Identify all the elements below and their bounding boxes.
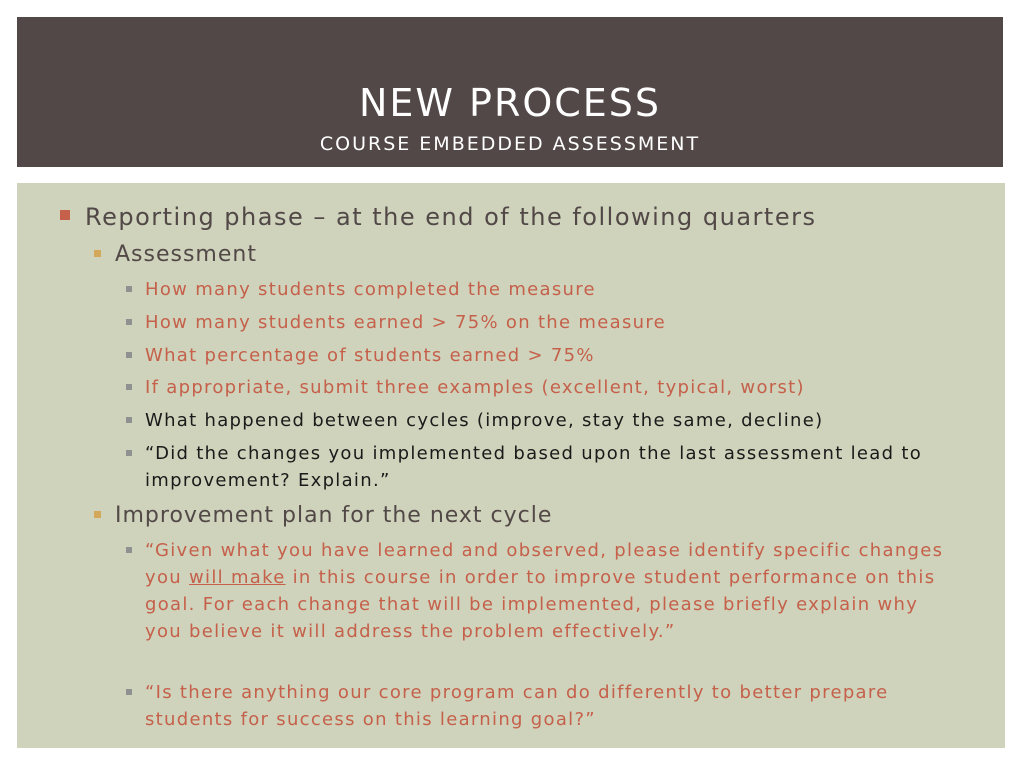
slide-subtitle: COURSE EMBEDDED ASSESSMENT <box>319 133 701 155</box>
square-bullet-icon <box>126 689 132 695</box>
square-bullet-icon <box>126 384 132 390</box>
assessment-item-text: If appropriate, submit three examples (excellent, typical, worst) <box>145 377 805 398</box>
square-bullet-icon <box>126 547 132 553</box>
assessment-item-text: How many students earned > 75% on the measure <box>145 312 667 333</box>
square-bullet-icon <box>126 450 132 456</box>
bullet-text: Reporting phase – at the end of the following quarters <box>85 203 817 231</box>
square-bullet-icon <box>94 250 101 257</box>
square-bullet-icon <box>126 319 132 325</box>
slide-title: NEW PROCESS <box>358 81 662 125</box>
improvement-item-text <box>145 537 945 645</box>
bullet-text: Assessment <box>115 242 257 267</box>
underlined-text: will make <box>189 567 286 588</box>
text-segment: “Given what you have learned and observed, please identify specific changes you <box>145 540 944 588</box>
square-bullet-icon <box>126 352 132 358</box>
square-bullet-icon <box>126 417 132 423</box>
text-segment: in this course in order to improve student performance on this goal. For each change that will be implemented, please briefly explain why you believe it will address the problem effectively.” <box>145 567 936 642</box>
assessment-item-text: “Did the changes you implemented based upon the last assessment lead to improvement? Explain.” <box>145 443 923 491</box>
assessment-item-text: What happened between cycles (improve, stay the same, decline) <box>145 410 824 431</box>
improvement-item-text: “Is there anything our core program can do differently to better prepare students for success on this learning goal?” <box>145 682 889 730</box>
square-bullet-icon <box>126 286 132 292</box>
bullet-text: Improvement plan for the next cycle <box>115 503 553 528</box>
square-bullet-icon <box>94 511 101 518</box>
square-bullet-icon <box>60 210 70 220</box>
title-band <box>17 17 1003 167</box>
assessment-item-text: What percentage of students earned > 75% <box>145 345 595 366</box>
assessment-item-text: How many students completed the measure <box>145 279 596 300</box>
